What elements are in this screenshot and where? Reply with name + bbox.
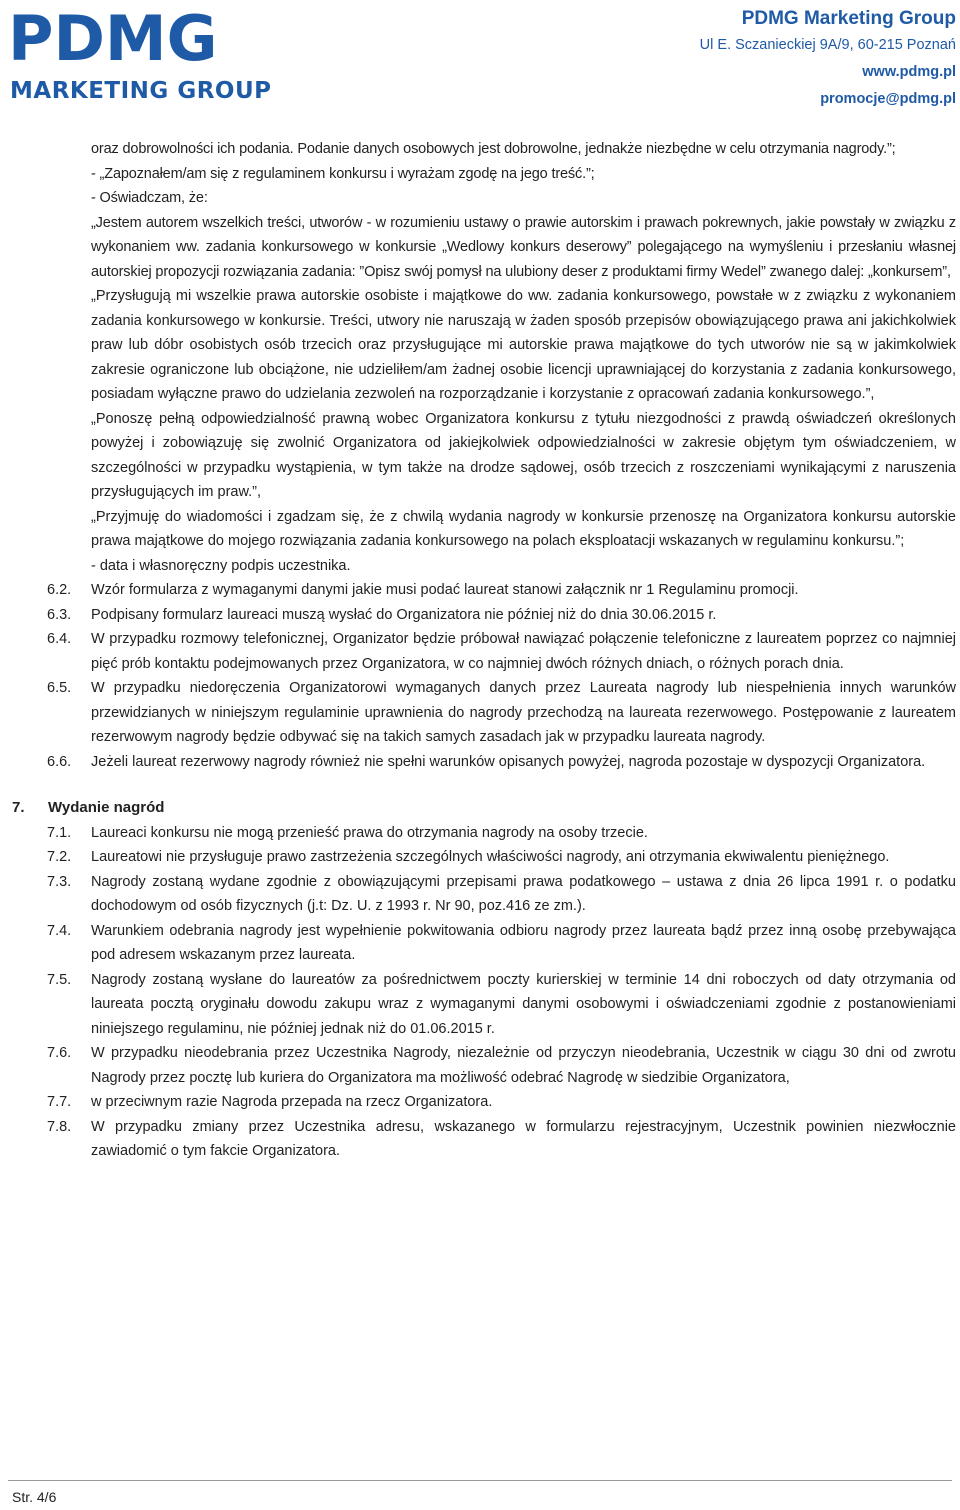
item-text: w przeciwnym razie Nagroda przepada na rzecz Organizatora. bbox=[91, 1094, 493, 1110]
item-text: Nagrody zostaną wydane zgodnie z obowiązującymi przepisami prawa podatkowego – ustawa z dnia 26 lipca 1991 r. o podatku dochodowym od osób fizycznych (j.t: Dz. U. z 1993 r. Nr 90, poz.416 ze zm.). bbox=[91, 873, 956, 914]
paragraph: „Przyjmuję do wiadomości i zgadzam się, że z chwilą wydania nagrody w konkursie przenoszę na Organizatora konkursu autorskie prawa majątkowe do mojego rozwiązania zadania konkursowego na polach eksploatacji wskazanych w regulaminu konkursu.”; bbox=[91, 508, 956, 549]
paragraph: „Ponoszę pełną odpowiedzialność prawną wobec Organizatora konkursu z tytułu niezgodności z prawdą oświadczeń określonych powyżej i zobowiązuję się zwolnić Organizatora od jakiejkolwiek odpowiedzialności w zakresie objętym tym oświadczeniem, w szczególności w przypadku wystąpienia, w tym także na drodze sądowej, osób trzecich z roszczeniami wynikającymi z naruszenia przysługujących im praw.”, bbox=[91, 410, 956, 500]
item-text: Laureaci konkursu nie mogą przenieść prawa do otrzymania nagrody na osoby trzecie. bbox=[91, 824, 648, 841]
item-number: 6.5. bbox=[47, 680, 72, 696]
list-item bbox=[47, 1115, 956, 1164]
item-number: 7.6. bbox=[47, 1045, 72, 1061]
item-text: W przypadku zmiany przez Uczestnika adresu, wskazanego w formularzu rejestracyjnym, Uczestnik powinien niezwłocznie zawiadomić o tym fakcie Organizatora. bbox=[91, 1118, 956, 1159]
company-name: PDMG Marketing Group bbox=[741, 8, 956, 29]
item-text: Laureatowi nie przysługuje prawo zastrzeżenia szczególnych właściwości nagrody, ani otrzymania ekwiwalentu pieniężnego. bbox=[91, 849, 890, 865]
item-number: 7.2. bbox=[47, 849, 72, 865]
item-text: Podpisany formularz laureaci muszą wysłać do Organizatora nie później niż do dnia 30.06.2015 r. bbox=[91, 606, 717, 623]
list-item bbox=[47, 1041, 956, 1090]
logo-main-text: PDMG bbox=[8, 2, 218, 75]
company-email-link[interactable]: promocje@pdmg.pl bbox=[820, 91, 956, 107]
section-title: Wydanie nagród bbox=[48, 799, 165, 816]
item-number: 7.4. bbox=[47, 922, 72, 939]
item-number: 7.5. bbox=[47, 971, 72, 988]
list-item bbox=[47, 627, 956, 676]
section-heading bbox=[12, 796, 960, 821]
page-number: Str. 4/6 bbox=[12, 1489, 57, 1505]
item-number: 6.2. bbox=[47, 582, 72, 598]
item-number: 7.3. bbox=[47, 873, 72, 890]
document-body bbox=[0, 137, 960, 1164]
company-contact bbox=[700, 6, 956, 113]
company-website-link[interactable]: www.pdmg.pl bbox=[862, 64, 956, 80]
paragraph: „Przysługują mi wszelkie prawa autorskie osobiste i majątkowe do ww. zadania konkursowego, powstałe w z związku z wykonaniem zadania konkursowego w konkursie. Treści, utwory nie naruszają w żaden sposób przepisów obowiązującego prawa ani jakichkolwiek praw lub dóbr osobistych osób trzecich oraz przysługujące mi autorskie prawa majątkowe do tych utworów nie są w jakimkolwiek zakresie ograniczone lub obciążone, nie udzieliłem/am żadnej osobie licencji uprawniającej do korzystania z zadania konkursowego, posiadam wyłączne prawo do udzielania zezwoleń na rozporządzanie i korzystanie z opracowań zadania konkursowego.”, bbox=[91, 288, 956, 402]
logo-sub-text: MARKETING GROUP bbox=[10, 78, 272, 104]
item-number: 7.8. bbox=[47, 1118, 72, 1135]
paragraph: - data i własnoręczny podpis uczestnika. bbox=[91, 557, 351, 574]
item-number: 7.1. bbox=[47, 824, 72, 841]
company-address: Ul E. Sczanieckiej 9A/9, 60-215 Poznań bbox=[699, 37, 956, 53]
item-text: Warunkiem odebrania nagrody jest wypełnienie pokwitowania odbioru nagrody przez laureata bądź przez inną osobę przebywająca pod adresem wskazanym przez laureata. bbox=[91, 922, 956, 963]
list-item bbox=[47, 676, 956, 750]
item-text: Jeżeli laureat rezerwowy nagrody również nie spełni warunków opisanych powyżej, nagroda pozostaje w dyspozycji Organizatora. bbox=[91, 753, 926, 770]
list-item bbox=[47, 870, 956, 919]
item-text: W przypadku rozmowy telefonicznej, Organizator będzie próbował nawiązać połączenie telefoniczne z laureatem poprzez co najmniej pięć prób kontaktu podejmowanych przez Organizatora, w co najmniej dwóch różnych dniach, o różnych porach dnia. bbox=[91, 631, 956, 672]
footer-divider bbox=[8, 1480, 952, 1481]
list-item bbox=[47, 968, 956, 1042]
list-item bbox=[47, 750, 956, 775]
list-item bbox=[47, 821, 956, 846]
item-number: 6.3. bbox=[47, 606, 72, 623]
item-text: W przypadku niedoręczenia Organizatorowi wymaganych danych przez Laureata nagrody lub niespełnienia innych warunków przewidzianych w niniejszym regulaminie uprawnienia do nagrody przechodzą na laureata rezerwowego. Postępowanie z laureatem rezerwowym nagrody będzie odbywać się na takich samych zasadach jak w przypadku laureata nagrody. bbox=[91, 680, 956, 745]
item-number: 6.6. bbox=[47, 753, 72, 770]
paragraph: oraz dobrowolności ich podania. Podanie danych osobowych jest dobrowolne, jednakże niezbędne w celu otrzymania nagrody.”; bbox=[91, 141, 896, 157]
list-item bbox=[47, 1090, 956, 1115]
section-number: 7. bbox=[12, 799, 25, 816]
paragraph: - „Zapoznałem/am się z regulaminem konkursu i wyrażam zgodę na jego treść.”; bbox=[91, 165, 595, 182]
paragraph: „Jestem autorem wszelkich treści, utworów - w rozumieniu ustawy o prawie autorskim i prawach pokrewnych, jakie powstały w związku z wykonaniem ww. zadania konkursowego w konkursie „Wedlowy konkurs deserowy” polegającego na wymyśleniu i przesłaniu własnej autorskiej propozycji rozwiązania zadania: ”Opisz swój pomysł na ulubiony deser z produktami firmy Wedel” zwanego dalej: „konkursem”, bbox=[91, 214, 956, 280]
list-item bbox=[47, 919, 956, 968]
item-text: Nagrody zostaną wysłane do laureatów za pośrednictwem poczty kurierskiej w terminie 14 dni roboczych od daty otrzymania od laureata pocztą oryginału dowodu zakupu wraz z wymaganymi danymi osobowymi i oświadczeniami zgodnie z postanowieniami niniejszego regulaminu, nie później jednak niż do 01.06.2015 r. bbox=[91, 971, 956, 1037]
paragraph: - Oświadczam, że: bbox=[91, 190, 208, 206]
list-item bbox=[47, 603, 956, 628]
company-logo bbox=[8, 2, 272, 108]
item-number: 6.4. bbox=[47, 631, 72, 647]
list-item bbox=[47, 578, 956, 603]
list-item bbox=[47, 845, 956, 870]
item-number: 7.7. bbox=[47, 1094, 72, 1110]
item-text: W przypadku nieodebrania przez Uczestnika Nagrody, niezależnie od przyczyn nieodebrania, Uczestnik w ciągu 30 dni od zwrotu Nagrody przez pocztę lub kuriera do Organizatora ma możliwość odebrać Nagrodę w siedzibie Organizatora, bbox=[91, 1045, 956, 1086]
item-text: Wzór formularza z wymaganymi danymi jakie musi podać laureat stanowi załącznik nr 1 Regulaminu promocji. bbox=[91, 582, 799, 598]
